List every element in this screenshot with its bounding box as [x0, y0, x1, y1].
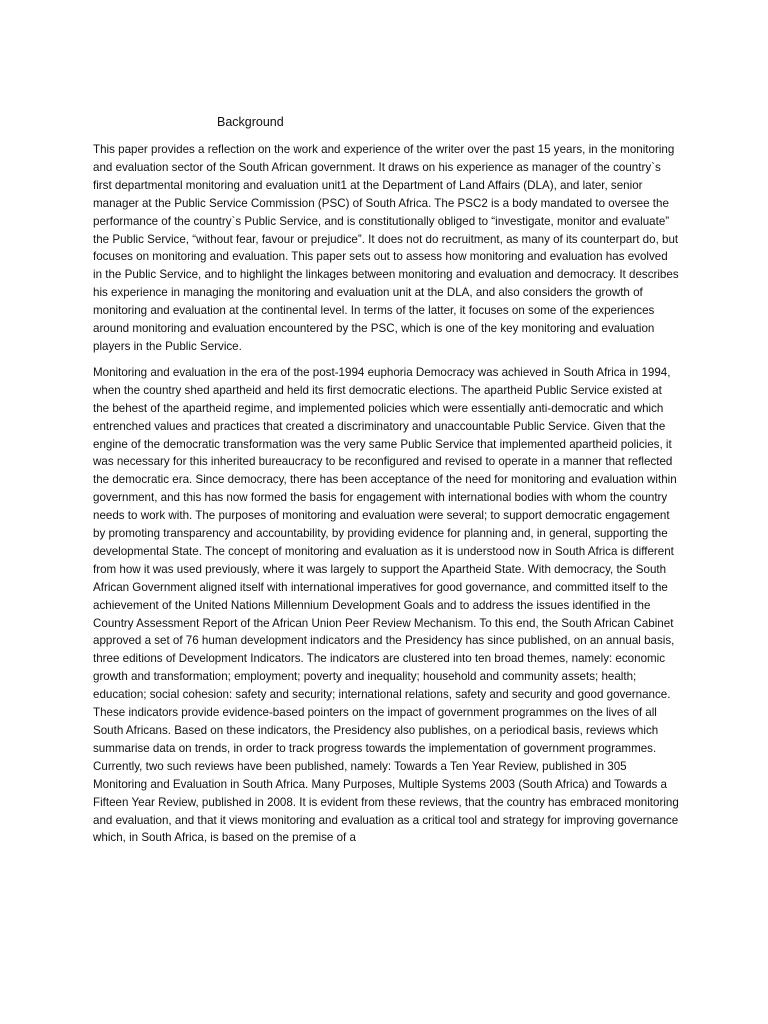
paragraph-introduction: This paper provides a reflection on the work and experience of the writer over the past 15 years, in the monitoring and evaluation sector of the South African government. It draws on his experience as manager of the country`s first departmental monitoring and evaluation unit1 at the Department of Land Affairs (DLA), and later, senior manager at the Public Service Commission (PSC) of South Africa. The PSC2 is a body mandated to oversee the performance of the country`s Public Service, and is constitutionally obliged to “investigate, monitor and evaluate” the Public Service, “without fear, favour or prejudice”. It does not do recruitment, as many of its counterpart do, but focuses on monitoring and evaluation. This paper sets out to assess how monitoring and evaluation has evolved in the Public Service, and to highlight the linkages between monitoring and evaluation and democracy. It describes his experience in managing the monitoring and evaluation unit at the DLA, and also considers the growth of monitoring and evaluation at the continental level. In terms of the latter, it focuses on some of the experiences around monitoring and evaluation encountered by the PSC, which is one of the key monitoring and evaluation players in the Public Service.	[93, 143, 679, 353]
section-heading: Background	[217, 115, 284, 129]
document-body	[93, 141, 679, 855]
paragraph-post-1994: Monitoring and evaluation in the era of the post-1994 euphoria Democracy was achieved in South Africa in 1994, when the country shed apartheid and held its first democratic elections. The apartheid Public Service existed at the behest of the apartheid regime, and implemented policies which were essentially anti-democratic and which entrenched values and practices that created a discriminatory and unaccountable Public Service. Given that the engine of the democratic transformation was the very same Public Service that implemented apartheid policies, it was necessary for this inherited bureaucracy to be reconfigured and revised to operate in a manner that reflected the democratic era. Since democracy, there has been acceptance of the need for monitoring and evaluation within government, and this has now formed the basis for engagement with international bodies with whom the country needs to work with. The purposes of monitoring and evaluation were several; to support democratic engagement by promoting transparency and accountability, by providing evidence for planning and, in general, supporting the developmental State. The concept of monitoring and evaluation as it is understood now in South Africa is different from how it was used previously, where it was largely to support the Apartheid State. With democracy, the South African Government aligned itself with international imperatives for good governance, and committed itself to the achievement of the United Nations Millennium Development Goals and to address the issues identified in the Country Assessment Report of the African Union Peer Review Mechanism. To this end, the South African Cabinet approved a set of 76 human development indicators and the Presidency has since published, on an annual basis, three editions of Development Indicators. The indicators are clustered into ten broad themes, namely: economic growth and transformation; employment; poverty and inequality; household and community assets; health; education; social cohesion: safety and security; international relations, safety and security and good governance. These indicators provide evidence-based pointers on the impact of government programmes on the lives of all South Africans. Based on these indicators, the Presidency also publishes, on a periodical basis, reviews which summarise data on trends, in order to track progress towards the implementation of government programmes. Currently, two such reviews have been published, namely: Towards a Ten Year Review, published in 305 Monitoring and Evaluation in South Africa. Many Purposes, Multiple Systems 2003 (South Africa) and Towards a Fifteen Year Review, published in 2008. It is evident from these reviews, that the country has embraced monitoring and evaluation, and that it views monitoring and evaluation as a critical tool and strategy for improving governance which, in South Africa, is based on the premise of a	[93, 365, 679, 845]
